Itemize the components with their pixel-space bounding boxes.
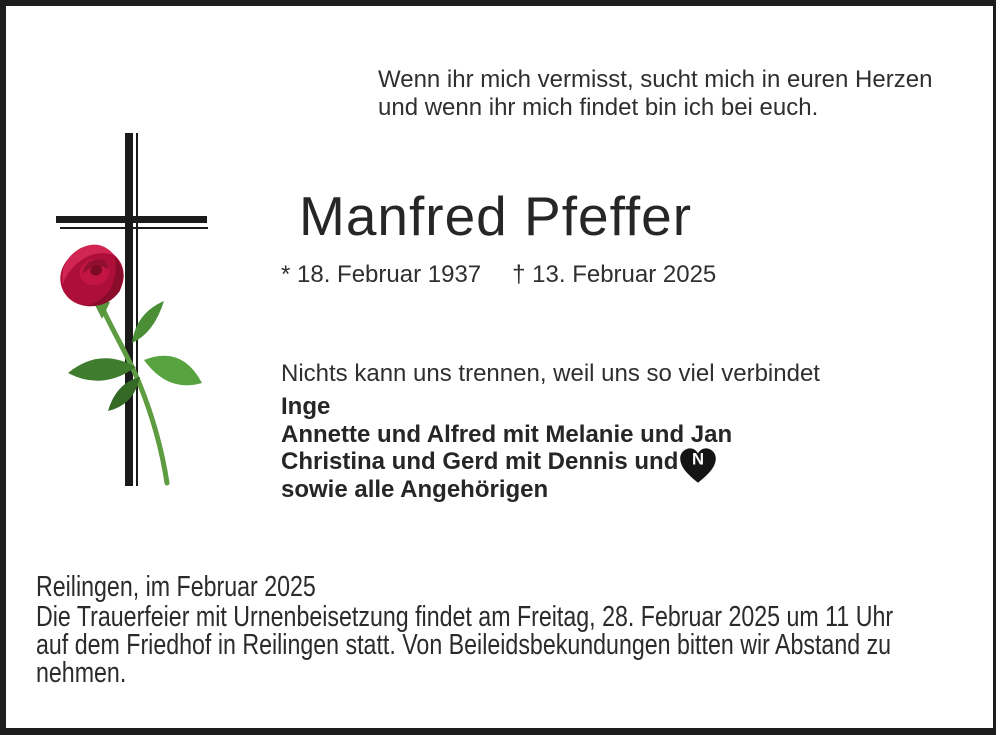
mourning-motto: Nichts kann uns trennen, weil uns so viel verbindet [281, 360, 820, 387]
funeral-notice [36, 571, 893, 687]
notice-line: nehmen. [36, 657, 127, 689]
place-date-line: Reilingen, im Februar 2025 [36, 571, 316, 603]
birth-date: * 18. Februar 1937 [281, 261, 482, 288]
heart-letter: N [691, 449, 705, 469]
deceased-name: Manfred Pfeffer [299, 185, 693, 247]
family-line: sowie alle Angehörigen [281, 475, 549, 503]
cross-and-rose-artwork [40, 115, 220, 500]
family-line: Christina und Gerd mit Dennis und [281, 448, 679, 475]
memorial-quote-line: Wenn ihr mich vermisst, sucht mich in euren Herzen [378, 66, 933, 93]
notice-line: auf dem Friedhof in Reilingen statt. Von Beileidsbekundungen bitten wir Abstand zu [36, 629, 892, 661]
heart-initial-icon [678, 444, 718, 486]
memorial-quote [378, 66, 932, 122]
memorial-quote-line: und wenn ihr mich findet bin ich bei euch. [378, 94, 819, 121]
family-line: Annette und Alfred mit Melanie und Jan [281, 420, 733, 448]
family-line: Inge [281, 393, 331, 420]
notice-line: Die Trauerfeier mit Urnenbeisetzung findet am Freitag, 28. Februar 2025 um 11 Uhr [36, 601, 894, 633]
family-names [281, 393, 732, 503]
life-dates [281, 263, 716, 287]
death-date: † 13. Februar 2025 [512, 261, 717, 288]
memorial-cross-icon [56, 133, 208, 486]
